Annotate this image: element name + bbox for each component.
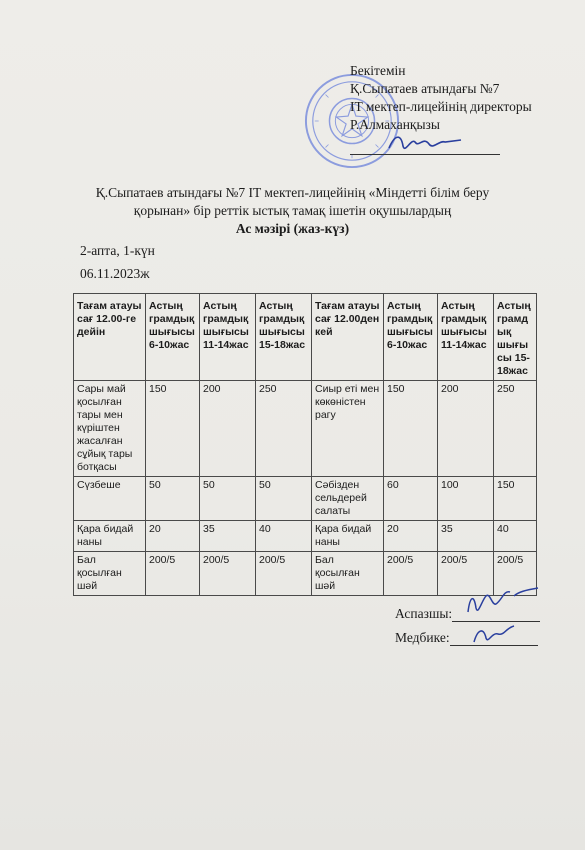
approval-block [350,62,570,134]
table-cell: 200/5 [200,552,256,596]
table-cell: 40 [256,521,312,552]
title-line-2: қорынан» бір реттік ыстық тамақ ішетін оқушылардың [133,203,452,218]
table-cell: Қара бидай наны [312,521,384,552]
header-cell: Астың грамдық шығысы 15-18жас [256,294,312,381]
nurse-signature-icon [470,622,520,648]
date-label: 06.11.2023ж [80,266,150,281]
table-row [74,381,537,477]
table-cell: 200 [438,381,494,477]
menu-table [73,293,537,596]
header-cell: Астың грамдық шығысы 15-18жас [494,294,537,381]
table-header-row [74,294,537,381]
table-cell: 50 [200,477,256,521]
table-row [74,477,537,521]
table-cell: Сәбізден сельдерей салаты [312,477,384,521]
header-cell: Астың грамдық шығысы 6-10жас [146,294,200,381]
table-cell: 100 [438,477,494,521]
title-line-1: Қ.Сыпатаев атындағы №7 IT мектеп-лицейінің «Міндетті білім беру [95,185,490,200]
table-cell: 200/5 [494,552,537,596]
table-cell: Сары май қосылған тары мен күріштен жасалған сұйық тары ботқасы [74,381,146,477]
table-cell: 150 [384,381,438,477]
table-cell: Бал қосылған шәй [312,552,384,596]
table-cell: 250 [256,381,312,477]
table-cell: 150 [494,477,537,521]
table-cell: Қара бидай наны [74,521,146,552]
nurse-label: Медбике: [395,630,450,645]
table-cell: 50 [146,477,200,521]
table-cell: 150 [146,381,200,477]
table-cell: 200/5 [438,552,494,596]
table-cell: 20 [146,521,200,552]
table-cell: 200 [200,381,256,477]
cook-label: Аспазшы: [395,606,453,621]
director-signature-icon [385,128,465,158]
table-cell: Бал қосылған шәй [74,552,146,596]
approval-director-name: Р.Алмаханқызы [350,117,440,132]
approval-school: Қ.Сыпатаев атындағы №7 [350,81,500,96]
table-row [74,521,537,552]
table-cell: 200/5 [146,552,200,596]
table-cell: 200/5 [384,552,438,596]
header-cell: Тағам атауы сағ 12.00ден кей [312,294,384,381]
week-day-label: 2-апта, 1-күн [80,243,155,258]
document-title [0,184,585,238]
title-menu-heading: Ас мәзірі (жаз-күз) [235,221,350,236]
cook-signature-icon [462,582,542,622]
header-cell: Астың грамдық шығысы 11-14жас [438,294,494,381]
header-cell: Астың грамдық шығысы 11-14жас [200,294,256,381]
table-cell: 40 [494,521,537,552]
header-cell: Тағам атауы сағ 12.00-ге дейін [74,294,146,381]
table-cell: 50 [256,477,312,521]
table-cell: 60 [384,477,438,521]
table-cell: 200/5 [256,552,312,596]
header-cell: Астың грамдық шығысы 6-10жас [384,294,438,381]
approval-heading: Бекітемін [350,63,406,78]
table-cell: Сүзбеше [74,477,146,521]
table-cell: 250 [494,381,537,477]
table-cell: 35 [438,521,494,552]
table-cell: 35 [200,521,256,552]
table-cell: 20 [384,521,438,552]
table-cell: Сиыр еті мен көкөністен рагу [312,381,384,477]
approval-position: IT мектеп-лицейінің директоры [350,99,532,114]
